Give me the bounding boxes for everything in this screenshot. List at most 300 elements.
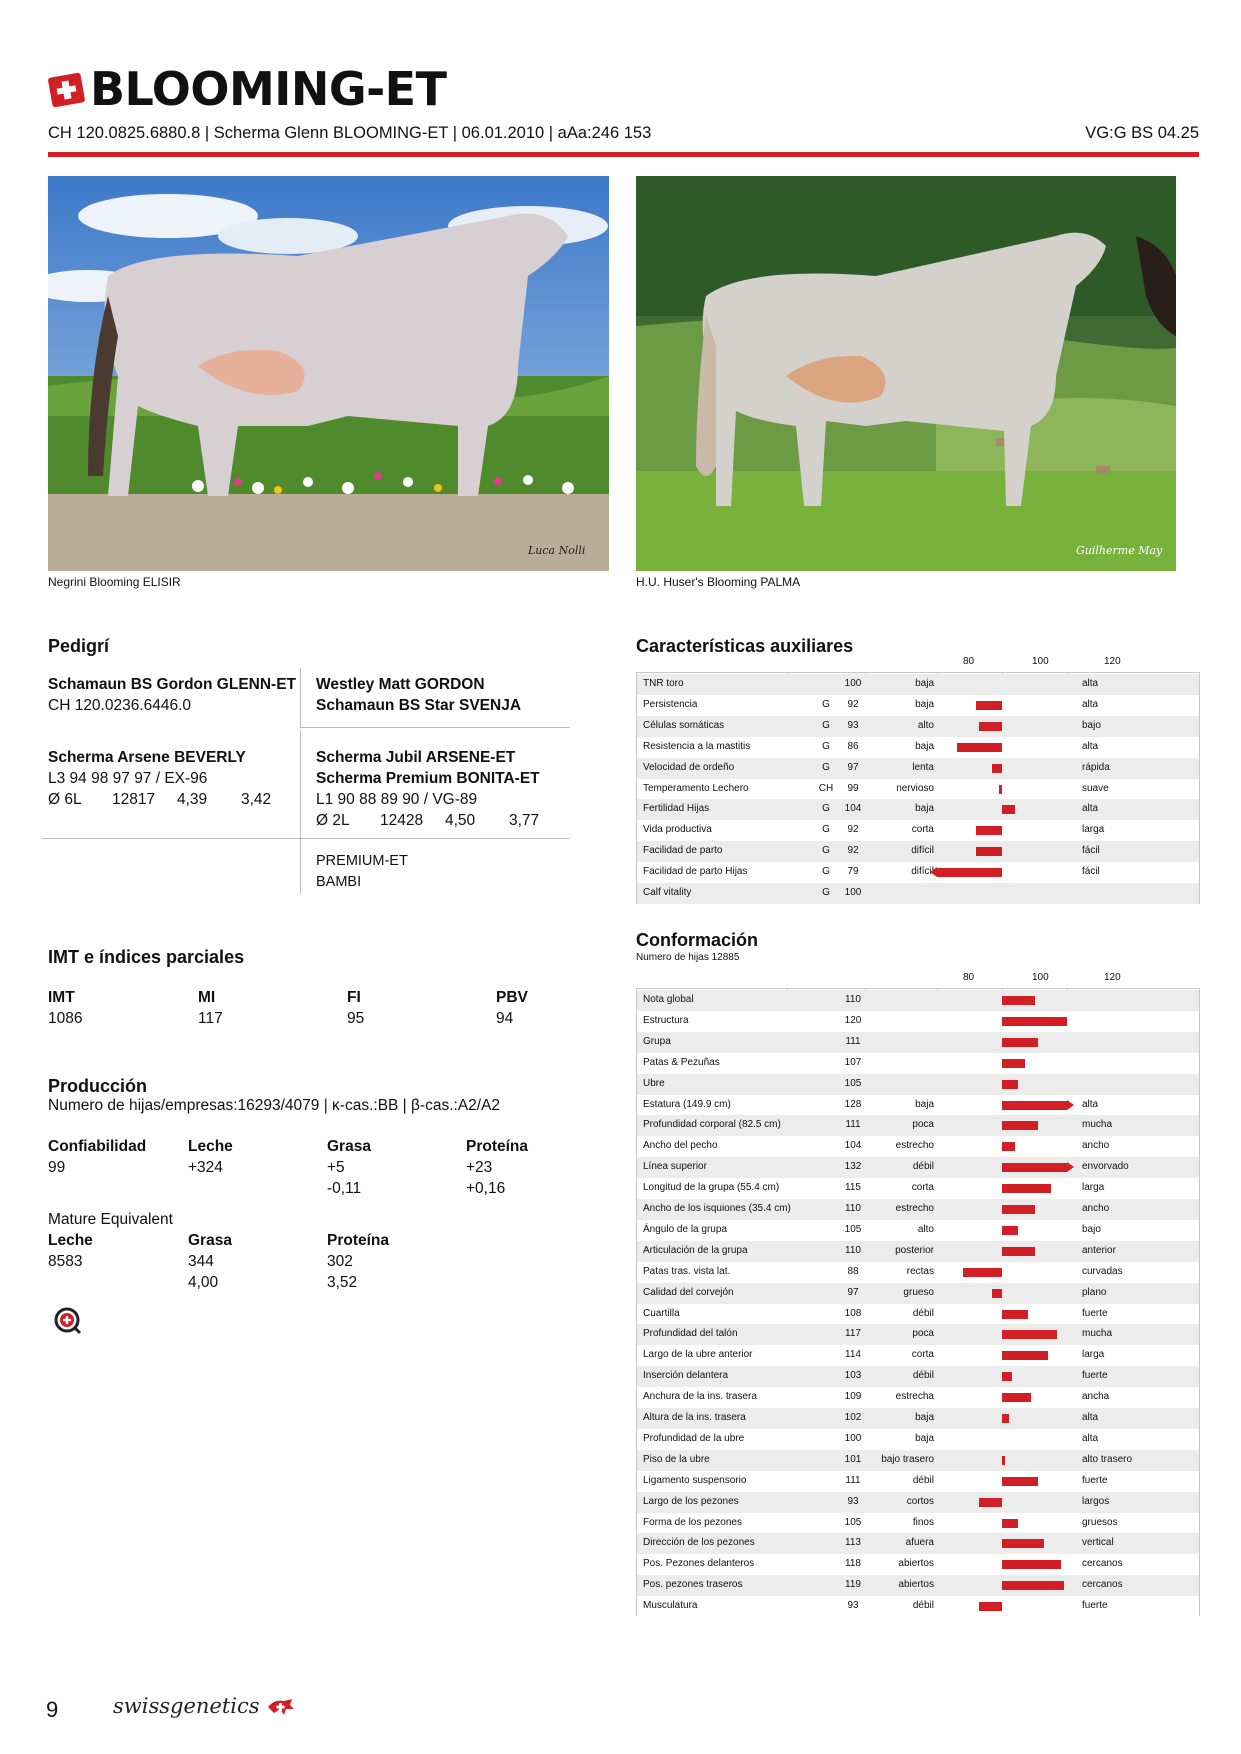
trait-name: Calf vitality — [643, 887, 692, 898]
trait-bar — [1002, 1560, 1061, 1569]
swiss-flag-icon — [48, 72, 86, 107]
trait-high-label: gruesos — [1082, 1516, 1118, 1528]
table-row — [637, 1095, 1199, 1116]
trait-name: Calidad del corvejón — [643, 1286, 734, 1298]
trait-high-label: mucha — [1082, 1328, 1113, 1340]
table-row — [637, 1283, 1199, 1304]
trait-name: Nota global — [643, 994, 694, 1005]
trait-value: 105 — [844, 1077, 862, 1089]
dam-lactation-line: L3 94 98 97 97 / EX-96 — [48, 770, 208, 787]
trait-bar — [1002, 1101, 1067, 1110]
sire-sire-name: Westley Matt GORDON — [316, 676, 485, 693]
trait-value: 100 — [844, 678, 862, 689]
trait-value: 100 — [844, 1432, 862, 1444]
trait-name: Ligamento suspensorio — [643, 1474, 747, 1486]
mature-proteina-kg: 302 — [327, 1253, 353, 1270]
trait-high-label: alta — [1082, 803, 1099, 815]
mature-proteina-pct: 3,52 — [327, 1274, 358, 1291]
trait-name: Profundidad corporal (82.5 cm) — [643, 1119, 781, 1131]
trait-bar — [1002, 1351, 1048, 1360]
trait-value: 118 — [845, 1558, 861, 1570]
trait-high-label: anterior — [1082, 1244, 1116, 1256]
trait-bar — [1002, 1519, 1018, 1528]
trait-code: G — [822, 824, 830, 836]
trait-value: 120 — [844, 1014, 862, 1026]
trait-name: TNR toro — [643, 678, 684, 689]
trait-high-label: ancho — [1082, 1140, 1110, 1152]
pedigree-divider — [300, 727, 570, 728]
table-row — [637, 1596, 1199, 1617]
trait-low-label: afuera — [905, 1537, 934, 1549]
trait-name: Ancho del pecho — [643, 1140, 718, 1152]
table-row — [637, 758, 1199, 779]
trait-name: Profundidad de la ubre — [643, 1432, 745, 1444]
aux-heading: Características auxiliares — [636, 636, 854, 656]
trait-code: G — [822, 803, 830, 815]
trait-high-label: alto trasero — [1082, 1453, 1133, 1465]
proteina-pct: +0,16 — [466, 1180, 506, 1197]
table-row — [637, 674, 1199, 695]
trait-low-label: baja — [915, 740, 934, 752]
sire-dam-name: Schamaun BS Star SVENJA — [316, 697, 522, 714]
trait-high-label: alta — [1082, 1432, 1099, 1444]
trait-high-label: largos — [1082, 1495, 1110, 1507]
trait-high-label: fácil — [1082, 866, 1100, 878]
trait-low-label: difícil — [911, 866, 934, 878]
trait-low-label: poca — [912, 1119, 934, 1131]
trait-low-label: alto — [917, 719, 934, 731]
trait-bar-arrow — [930, 867, 937, 877]
trait-value: 128 — [844, 1098, 862, 1110]
trait-value: 92 — [847, 845, 859, 857]
trait-high-label: mucha — [1082, 1119, 1113, 1131]
trait-value: 93 — [847, 1495, 859, 1507]
table-row — [637, 1366, 1199, 1387]
table-row — [637, 1074, 1199, 1095]
logo-bull-icon — [266, 1697, 296, 1719]
trait-high-label: cercanos — [1082, 1558, 1123, 1570]
trait-low-label: cortos — [906, 1495, 934, 1507]
confiabilidad-value: 99 — [48, 1159, 66, 1176]
trait-value: 119 — [845, 1579, 861, 1591]
trait-high-label: cercanos — [1082, 1579, 1123, 1591]
trait-bar — [1002, 1310, 1028, 1319]
trait-name: Dirección de los pezones — [643, 1537, 755, 1549]
table-row — [637, 990, 1199, 1011]
trait-bar — [1002, 1163, 1067, 1172]
trait-bar — [1002, 1059, 1025, 1068]
produccion-heading: Producción — [48, 1076, 148, 1096]
pbv-value: 94 — [496, 1010, 514, 1027]
trait-value: 92 — [847, 824, 859, 836]
aux-scale-120: 120 — [1104, 656, 1121, 667]
trait-name: Vida productiva — [643, 824, 712, 836]
grasa-label: Grasa — [327, 1138, 371, 1155]
trait-name: Estatura (149.9 cm) — [643, 1098, 731, 1110]
trait-bar — [957, 743, 1003, 752]
fi-value: 95 — [347, 1010, 365, 1027]
trait-value: 111 — [845, 1035, 861, 1047]
trait-low-label: estrecho — [895, 1203, 934, 1214]
vg-classification: VG:G BS 04.25 — [1085, 124, 1199, 142]
pedigree-divider — [42, 838, 570, 839]
trait-bar — [976, 826, 1002, 835]
trait-value: 101 — [844, 1453, 862, 1465]
daughters-line: Numero de hijas/empresas:16293/4079 | κ-cas.:BB | β-cas.:A2/A2 — [48, 1097, 501, 1114]
trait-bar — [1002, 996, 1035, 1005]
trait-low-label: baja — [915, 698, 934, 710]
trait-value: 115 — [845, 1182, 861, 1194]
trait-code: G — [822, 698, 830, 710]
trait-low-label: débil — [912, 1370, 934, 1382]
table-row — [637, 716, 1199, 737]
trait-name: Largo de la ubre anterior — [643, 1349, 753, 1361]
imt-value: 1086 — [48, 1010, 83, 1027]
table-row — [637, 1471, 1199, 1492]
trait-low-label: rectas — [906, 1265, 934, 1277]
dam-fat: 4,39 — [177, 791, 208, 808]
trait-name: Células somáticas — [643, 719, 725, 731]
fi-label: FI — [347, 989, 361, 1006]
page-number: 9 — [46, 1697, 59, 1722]
trait-bar — [976, 701, 1002, 710]
trait-value: 88 — [847, 1265, 859, 1277]
trait-name: Línea superior — [643, 1161, 707, 1173]
conf-scale-120: 120 — [1104, 972, 1121, 983]
trait-bar — [1002, 1142, 1015, 1151]
cow-photo-elisir — [48, 176, 609, 571]
trait-name: Longitud de la grupa (55.4 cm) — [643, 1182, 780, 1194]
trait-low-label: corta — [911, 824, 934, 836]
table-row — [637, 1533, 1199, 1554]
trait-name: Facilidad de parto — [643, 845, 723, 857]
trait-value: 97 — [847, 761, 859, 773]
table-row — [637, 1304, 1199, 1325]
dam-dam-lactation-line: L1 90 88 89 90 / VG-89 — [316, 791, 478, 808]
trait-value: 104 — [844, 1140, 862, 1152]
trait-low-label: estrecha — [895, 1391, 934, 1403]
dam-name: Scherma Arsene BEVERLY — [48, 749, 246, 766]
trait-bar — [1002, 1393, 1031, 1402]
leche-label: Leche — [188, 1138, 233, 1155]
trait-bar — [1002, 1477, 1038, 1486]
trait-code: G — [822, 887, 830, 898]
trait-high-label: envorvado — [1082, 1161, 1129, 1173]
trait-value: 97 — [847, 1286, 859, 1298]
trait-value: 111 — [845, 1119, 861, 1131]
aux-scale-80: 80 — [963, 656, 975, 667]
sire-name: Schamaun BS Gordon GLENN-ET — [48, 676, 297, 693]
table-row — [637, 1345, 1199, 1366]
trait-bar — [1002, 1456, 1005, 1465]
trait-high-label: alta — [1082, 698, 1099, 710]
trait-name: Ancho de los isquiones (35.4 cm) — [643, 1203, 791, 1214]
mi-label: MI — [198, 989, 216, 1006]
mature-grasa-kg: 344 — [188, 1253, 214, 1270]
dam-dam-name: Scherma Premium BONITA-ET — [316, 770, 540, 787]
proteina-label: Proteína — [466, 1138, 529, 1155]
trait-bar — [979, 722, 1002, 731]
trait-name: Largo de los pezones — [643, 1495, 739, 1507]
trait-bar — [1002, 1080, 1018, 1089]
trait-bar — [992, 1289, 1002, 1298]
trait-bar — [1002, 1330, 1057, 1339]
table-row — [637, 862, 1199, 883]
table-row — [637, 1429, 1199, 1450]
trait-low-label: baja — [915, 1432, 934, 1444]
trait-low-label: finos — [912, 1516, 934, 1528]
table-row — [637, 1157, 1199, 1178]
trait-low-label: abiertos — [898, 1579, 934, 1591]
table-row — [637, 1136, 1199, 1157]
trait-bar — [992, 764, 1002, 773]
table-row — [637, 1220, 1199, 1241]
trait-low-label: poca — [912, 1328, 934, 1340]
trait-value: 113 — [845, 1537, 861, 1549]
trait-name: Cuartilla — [643, 1307, 680, 1319]
sire-id: CH 120.0236.6446.0 — [48, 697, 192, 714]
trait-bar — [1002, 1581, 1064, 1590]
mi-value: 117 — [198, 1010, 223, 1027]
trait-low-label: grueso — [903, 1286, 934, 1298]
trait-low-label: difícil — [911, 845, 934, 857]
trait-high-label: ancho — [1082, 1203, 1110, 1214]
table-row — [637, 1262, 1199, 1283]
table-row — [637, 1115, 1199, 1136]
trait-value: 110 — [845, 1244, 861, 1256]
photo-caption-elisir: Negrini Blooming ELISIR — [48, 575, 181, 589]
trait-bar-arrow — [1067, 1162, 1074, 1172]
trait-bar-arrow — [1067, 1100, 1074, 1110]
trait-name: Persistencia — [643, 698, 698, 710]
trait-low-label: corta — [911, 1182, 934, 1194]
trait-value: 102 — [844, 1412, 862, 1423]
trait-high-label: fuerte — [1082, 1474, 1108, 1486]
trait-name: Temperamento Lechero — [643, 782, 749, 794]
trait-name: Resistencia a la mastitis — [643, 740, 751, 752]
trait-bar — [1002, 1247, 1035, 1256]
dam-dam-milk: 12428 — [380, 812, 424, 829]
trait-value: 132 — [844, 1161, 862, 1173]
trait-bar — [1002, 1017, 1067, 1026]
trait-value: 105 — [844, 1516, 862, 1528]
table-row — [637, 737, 1199, 758]
dam-sire-name: Scherma Jubil ARSENE-ET — [316, 749, 516, 766]
table-row — [637, 1492, 1199, 1513]
conf-scale-80: 80 — [963, 972, 975, 983]
swissgenetics-logo: swissgenetics — [113, 1694, 296, 1719]
trait-low-label: alto — [917, 1223, 934, 1235]
trait-bar — [1002, 1414, 1009, 1423]
imt-heading: IMT e índices parciales — [48, 947, 245, 967]
leche-value: +324 — [188, 1159, 223, 1176]
trait-bar — [979, 1498, 1002, 1507]
trait-name: Pos. Pezones delanteros — [643, 1558, 755, 1570]
trait-high-label: alta — [1082, 678, 1099, 689]
trait-high-label: fuerte — [1082, 1307, 1108, 1319]
dam-protein: 3,42 — [241, 791, 272, 808]
trait-code: G — [822, 740, 830, 752]
dam-milk: 12817 — [112, 791, 156, 808]
conf-scale-100: 100 — [1032, 972, 1049, 983]
trait-high-label: alta — [1082, 740, 1099, 752]
table-row — [637, 820, 1199, 841]
ddd-dam-name: BAMBI — [316, 874, 362, 890]
trait-code: G — [822, 719, 830, 731]
trait-low-label: débil — [912, 1307, 934, 1319]
dam-dam-avg-label: Ø 2L — [316, 812, 350, 829]
trait-bar — [979, 1602, 1002, 1611]
table-row — [637, 695, 1199, 716]
table-row — [637, 1387, 1199, 1408]
trait-value: 103 — [844, 1370, 862, 1382]
table-row — [637, 883, 1199, 904]
table-row — [637, 841, 1199, 862]
trait-name: Ángulo de la grupa — [643, 1223, 727, 1235]
trait-name: Forma de los pezones — [643, 1516, 742, 1528]
trait-name: Estructura — [643, 1014, 689, 1026]
trait-low-label: baja — [915, 1412, 934, 1423]
pedigree-divider — [300, 730, 301, 894]
cow-photo-palma — [636, 176, 1176, 571]
trait-name: Velocidad de ordeño — [643, 761, 735, 773]
trait-name: Anchura de la ins. trasera — [643, 1391, 757, 1403]
trait-name: Patas & Pezuñas — [643, 1056, 720, 1068]
trait-low-label: débil — [912, 1600, 934, 1612]
grasa-pct: -0,11 — [327, 1180, 362, 1197]
aux-traits-table — [636, 672, 1200, 904]
photo-caption-palma: H.U. Huser's Blooming PALMA — [636, 575, 801, 589]
trait-low-label: estrecho — [895, 1140, 934, 1152]
trait-name: Piso de la ubre — [643, 1453, 710, 1465]
trait-value: 114 — [845, 1349, 861, 1361]
trait-name: Ubre — [643, 1077, 665, 1089]
trait-low-label: baja — [915, 1098, 934, 1110]
trait-high-label: plano — [1082, 1286, 1107, 1298]
bull-name-title: BLOOMING-ET — [90, 62, 447, 116]
photo-watermark: Luca Nolli — [528, 544, 586, 557]
mature-proteina-label: Proteína — [327, 1232, 390, 1249]
trait-name: Articulación de la grupa — [643, 1244, 748, 1256]
trait-name: Grupa — [643, 1035, 671, 1047]
trait-high-label: suave — [1082, 782, 1109, 794]
table-row — [637, 1199, 1199, 1220]
trait-low-label: lenta — [912, 761, 934, 773]
trait-high-label: bajo — [1082, 719, 1101, 731]
dam-dam-fat: 4,50 — [445, 812, 476, 829]
mature-leche-label: Leche — [48, 1232, 93, 1249]
pedigree-divider — [300, 668, 301, 728]
trait-high-label: curvadas — [1082, 1265, 1123, 1277]
trait-low-label: corta — [911, 1349, 934, 1361]
proteina-kg: +23 — [466, 1159, 493, 1176]
trait-name: Musculatura — [643, 1600, 698, 1612]
pedigree-heading: Pedigrí — [48, 636, 110, 656]
table-row — [637, 1554, 1199, 1575]
table-row — [637, 1575, 1199, 1596]
trait-value: 92 — [847, 698, 859, 710]
trait-value: 100 — [844, 887, 862, 898]
table-row — [637, 799, 1199, 820]
trait-value: 108 — [844, 1307, 862, 1319]
trait-value: 110 — [845, 1203, 861, 1214]
table-row — [637, 1178, 1199, 1199]
mature-grasa-label: Grasa — [188, 1232, 232, 1249]
trait-value: 93 — [847, 719, 859, 731]
trait-high-label: fuerte — [1082, 1600, 1108, 1612]
trait-code: CH — [818, 782, 834, 794]
imt-label: IMT — [48, 989, 75, 1006]
trait-bar — [1002, 1205, 1035, 1214]
mature-grasa-pct: 4,00 — [188, 1274, 219, 1291]
trait-name: Fertilidad Hijas — [643, 803, 710, 815]
trait-value: 107 — [844, 1056, 862, 1068]
trait-value: 105 — [844, 1223, 862, 1235]
identification-line: CH 120.0825.6880.8 | Scherma Glenn BLOOMING-ET | 06.01.2010 | aAa:246 153 — [48, 124, 652, 142]
trait-bar — [1002, 805, 1015, 814]
trait-low-label: débil — [912, 1474, 934, 1486]
trait-value: 109 — [844, 1391, 862, 1403]
trait-bar — [1002, 1226, 1018, 1235]
quality-seal-icon — [54, 1307, 82, 1335]
trait-low-label: abiertos — [898, 1558, 934, 1570]
trait-bar — [937, 868, 1002, 877]
table-row — [637, 1324, 1199, 1345]
trait-value: 93 — [847, 1600, 859, 1612]
trait-code: G — [822, 866, 830, 878]
dam-avg-label: Ø 6L — [48, 791, 82, 808]
trait-value: 111 — [845, 1474, 861, 1486]
trait-high-label: fuerte — [1082, 1370, 1108, 1382]
trait-low-label: baja — [915, 678, 934, 689]
trait-code: G — [822, 761, 830, 773]
trait-low-label: nervioso — [896, 782, 934, 794]
trait-low-label: débil — [912, 1161, 934, 1173]
trait-value: 104 — [844, 803, 862, 815]
header-rule — [48, 152, 1199, 157]
table-row — [637, 1450, 1199, 1471]
trait-name: Facilidad de parto Hijas — [643, 866, 748, 878]
conf-subheading: Numero de hijas 12885 — [636, 952, 740, 963]
photo-watermark: Guilherme May — [1076, 544, 1163, 557]
trait-value: 79 — [847, 866, 859, 878]
table-row — [637, 779, 1199, 800]
aux-scale-100: 100 — [1032, 656, 1049, 667]
conformation-table — [636, 988, 1200, 1616]
trait-name: Altura de la ins. trasera — [643, 1412, 746, 1423]
trait-high-label: larga — [1082, 824, 1105, 836]
table-row — [637, 1408, 1199, 1429]
dam-dam-protein: 3,77 — [509, 812, 540, 829]
trait-value: 99 — [847, 782, 859, 794]
trait-high-label: larga — [1082, 1349, 1105, 1361]
trait-bar — [1002, 1038, 1038, 1047]
confiabilidad-label: Confiabilidad — [48, 1138, 147, 1155]
trait-high-label: larga — [1082, 1182, 1105, 1194]
trait-high-label: alta — [1082, 1412, 1099, 1423]
trait-bar — [963, 1268, 1002, 1277]
table-row — [637, 1241, 1199, 1262]
trait-high-label: alta — [1082, 1098, 1099, 1110]
trait-name: Patas tras. vista lat. — [643, 1265, 731, 1277]
ddd-sire-name: PREMIUM-ET — [316, 853, 408, 869]
trait-value: 117 — [845, 1328, 861, 1340]
trait-high-label: ancha — [1082, 1391, 1110, 1403]
grasa-kg: +5 — [327, 1159, 345, 1176]
trait-bar — [1002, 1121, 1038, 1130]
trait-low-label: posterior — [895, 1244, 934, 1256]
table-row — [637, 1032, 1199, 1053]
